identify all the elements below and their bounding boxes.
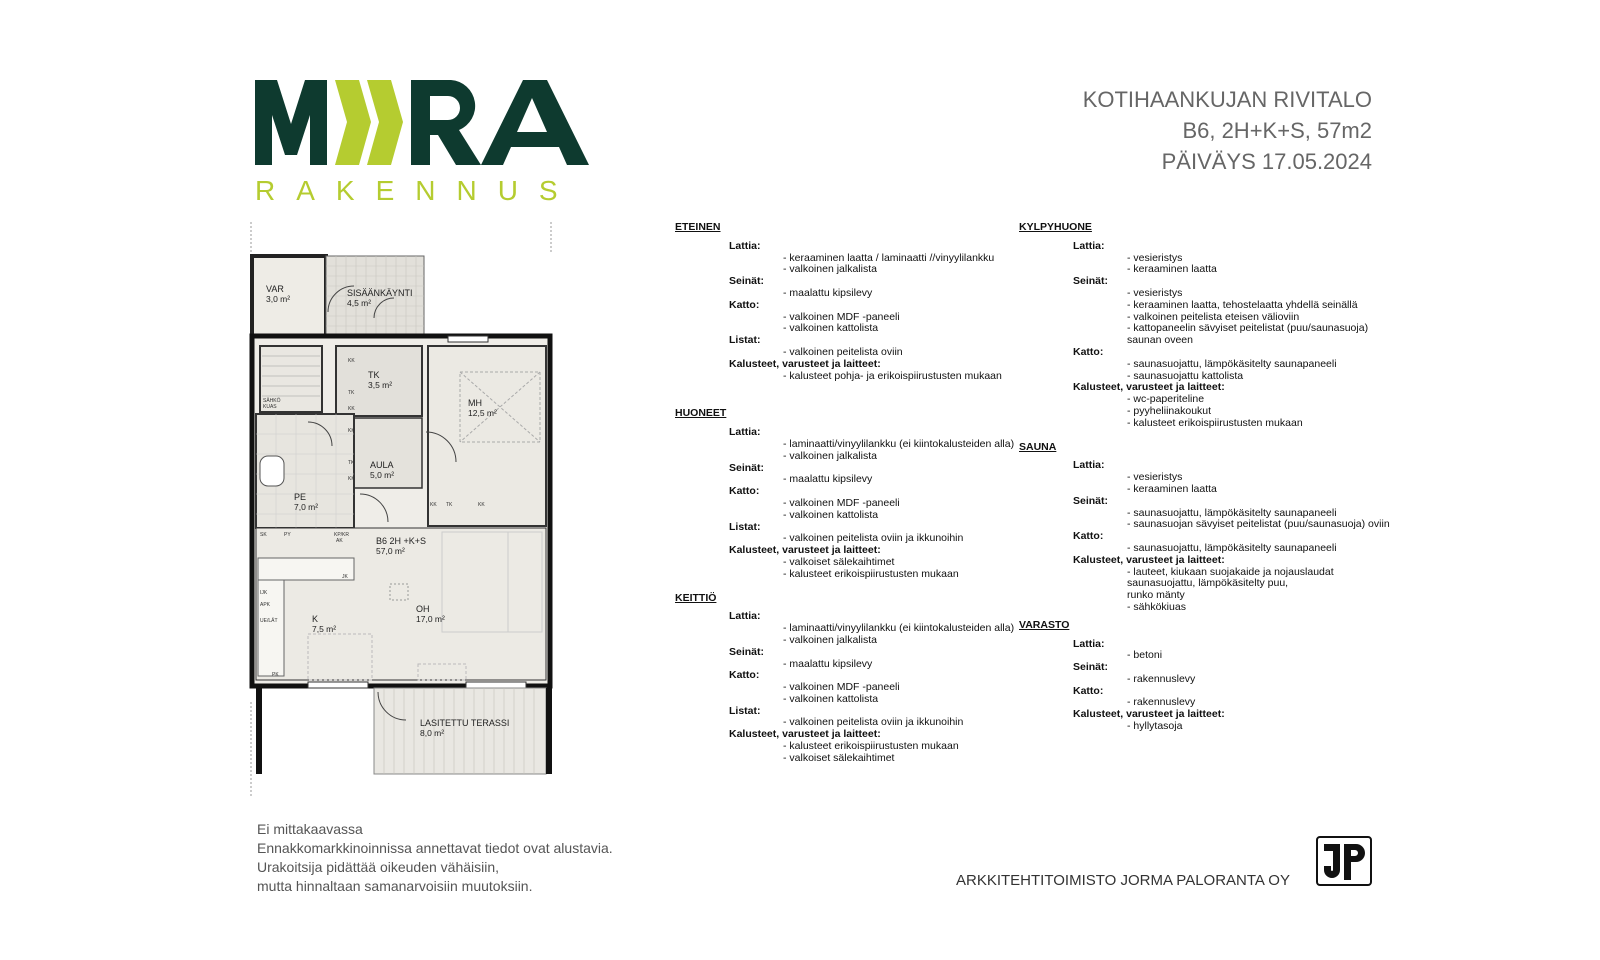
spec-field-item: - saunasuojattu, lämpökäsitelty saunapaneeli [1127,506,1337,519]
marker-tk: TK [446,502,453,508]
marker-kk: KK [348,406,355,412]
spec-field-item: - keraaminen laatta [1127,263,1217,276]
room-entry-area: 4,5 m² [347,298,372,308]
room-oh-name: OH [416,604,430,614]
spec-field-item: - betoni [1127,649,1163,662]
spec-field-item: - valkoinen kattolista [783,508,879,521]
marker-py: PY [284,532,291,538]
mira-logo-word [255,80,589,165]
room-tk-area: 3,5 m² [368,380,393,390]
spec-field-label-lattia: Lattia: [729,610,761,623]
spec-field-item: - rakennuslevy [1127,696,1196,709]
spec-field-item: - valkoinen peitelista oviin [783,345,903,358]
spec-field-label-lattia: Lattia: [1073,459,1105,472]
marker-kk: KK [430,502,437,508]
spec-field-label-seinat: Seinät: [729,461,765,474]
spec-field-item: - keraaminen laatta, tehostelaatta yhdellä seinällä [1127,298,1358,311]
spec-field-item: - kalusteet erikoispiirustusten mukaan [783,567,959,580]
specs-column-left [675,222,1015,765]
spec-field-item: - valkoinen peitelista oviin ja ikkunoihin [783,716,964,729]
spec-field-label-seinat: Seinät: [1073,275,1109,288]
spec-field-item: - laminaatti/vinyylilankku (ei kiintokalusteiden alla) [783,437,1015,450]
marker-tk: TK [348,460,355,466]
spec-field-label-listat: Listat: [729,334,761,347]
spec-section-title: VARASTO [1019,618,1070,631]
project-header [1083,84,1372,177]
mira-rakennus-logo [255,80,605,210]
spec-field-label-kalusteet: Kalusteet, varusteet ja laitteet: [1073,553,1225,566]
marker-ijk: IJK [260,590,268,596]
spec-field-item: - maalattu kipsilevy [783,657,873,670]
spec-field-item: - saunasuojattu, lämpökäsitelty saunapaneeli [1127,541,1337,554]
spec-field-item: - saunasuojan sävyiset peitelistat (puu/saunasuoja) oviin [1127,518,1390,531]
spec-field-item: - maalattu kipsilevy [783,286,873,299]
spec-section-keittio [675,593,1015,765]
spec-section-kylpyhuone [1019,222,1419,430]
spec-field-label-katto: Katto: [1073,345,1104,358]
spec-field-item: - valkoinen jalkalista [783,633,877,646]
architect-name: ARKKITEHTITOIMISTO JORMA PALORANTA OY [956,872,1290,889]
marker-kpkr: KP/KR [334,532,350,538]
room-aula-area: 5,0 m² [370,470,395,480]
room-pe-area: 7,0 m² [294,502,319,512]
spec-field-label-katto: Katto: [729,669,760,682]
specs-column-right [1019,222,1419,733]
disclaimer-line: Ennakkomarkkinoinnissa annettavat tiedot ovat alustavia. [257,840,613,856]
marker-kk: KK [478,502,485,508]
spec-field-item: - valkoinen kattolista [783,692,879,705]
spec-section-eteinen [675,222,1015,382]
spec-section-title: KEITTIÖ [675,591,717,604]
room-oh-area: 17,0 m² [416,614,445,624]
architect-logo [1316,836,1372,886]
spec-field-item: - valkoiset sälekaihtimet [783,555,895,568]
spec-field-item: - rakennuslevy [1127,672,1196,685]
spec-section-title: ETEINEN [675,221,721,233]
spec-field-label-lattia: Lattia: [729,426,761,439]
spec-field-item: - wc-paperiteline [1127,393,1205,406]
disclaimer-line: mutta hinnaltaan samanarvoisiin muutoksiin. [257,878,533,894]
marker-pk: PK [272,672,279,678]
spec-field-label-lattia: Lattia: [729,239,761,252]
spec-field-label-katto: Katto: [1073,684,1104,697]
spec-field-item: - vesieristys [1127,286,1183,299]
room-mh-area: 12,5 m² [468,408,497,418]
room-entry-name: SISÄÄNKÄYNTI [347,288,413,298]
room-tk-name: TK [368,370,380,380]
spec-field-item: saunasuojattu, lämpökäsitelty puu, [1127,577,1289,590]
spec-field-item: - valkoinen jalkalista [783,263,877,276]
room-aula-name: AULA [370,460,394,470]
spec-field-item: - keraaminen laatta / laminaatti //vinyylilankku [783,251,995,264]
spec-field-label-lattia: Lattia: [1073,239,1105,252]
apartment-area: 57,0 m² [376,546,405,556]
room-k-area: 7,5 m² [312,624,337,634]
spec-field-item: - valkoinen MDF -paneeli [783,681,900,694]
spec-field-label-kalusteet: Kalusteet, varusteet ja laitteet: [729,544,881,557]
spec-field-item: - valkoinen kattolista [783,322,879,335]
spec-field-label-seinat: Seinät: [729,275,765,288]
spec-section-varasto [1019,620,1419,733]
spec-field-item: - valkoinen MDF -paneeli [783,310,900,323]
spec-field-item: - saunasuojattu kattolista [1127,369,1244,382]
spec-field-item: - laminaatti/vinyylilankku (ei kiintokalusteiden alla) [783,622,1015,635]
spec-field-item: - hyllytasoja [1127,720,1183,733]
spec-field-item: - valkoinen jalkalista [783,449,877,462]
spec-field-item: - valkoiset sälekaihtimet [783,751,895,764]
spec-section-title: HUONEET [675,407,727,420]
spec-field-label-listat: Listat: [729,520,761,533]
spec-field-item: - kattopaneelin sävyiset peitelistat (puu/saunasuoja) [1127,322,1369,335]
spec-field-item: saunan oveen [1127,334,1193,347]
spec-field-label-kalusteet: Kalusteet, varusteet ja laitteet: [729,728,881,741]
spec-field-item: - valkoinen peitelista oviin ja ikkunoihin [783,532,964,545]
spec-field-item: runko mänty [1127,589,1185,602]
room-terrace-area: 8,0 m² [420,728,445,738]
marker-kk: KK [348,358,355,364]
spec-field-item: - vesieristys [1127,251,1183,264]
spec-field-item: - keraaminen laatta [1127,482,1217,495]
disclaimer-line: Urakoitsija pidättää oikeuden vähäisiin, [257,859,500,875]
spec-field-label-seinat: Seinät: [1073,661,1109,674]
spec-field-item: - valkoinen MDF -paneeli [783,496,900,509]
room-mh-name: MH [468,398,482,408]
marker-uelat: UE/LÄT [260,618,278,624]
spec-field-label-katto: Katto: [729,298,760,311]
spec-field-label-lattia: Lattia: [1073,637,1105,650]
spec-field-item: - pyyheliinakoukut [1127,404,1212,417]
spec-field-label-listat: Listat: [729,704,761,717]
room-terrace-name: LASITETTU TERASSI [420,718,510,728]
date-label: PÄIVÄYS 17.05.2024 [1161,149,1372,174]
marker-jk: JK [342,574,348,580]
spec-field-label-kalusteet: Kalusteet, varusteet ja laitteet: [729,357,881,370]
apartment-type: B6, 2H+K+S, 57m2 [1182,118,1372,143]
spec-field-item: - maalattu kipsilevy [783,473,873,486]
spec-field-label-kalusteet: Kalusteet, varusteet ja laitteet: [1073,708,1225,721]
marker-kk: KK [348,476,355,482]
marker-kuas: KUAS [263,404,277,410]
room-var-area: 3,0 m² [266,294,291,304]
spec-field-label-kalusteet: Kalusteet, varusteet ja laitteet: [1073,381,1225,394]
spec-field-item: - kalusteet erikoispiirustusten mukaan [1127,416,1303,429]
project-title: KOTIHAANKUJAN RIVITALO [1082,87,1372,112]
room-var-name: VAR [266,284,284,294]
marker-sahko: SÄHKÖ [263,398,281,404]
marker-kk: KK [348,428,355,434]
spec-field-label-katto: Katto: [1073,530,1104,543]
room-k-name: K [312,614,319,624]
spec-field-item: - vesieristys [1127,471,1183,484]
spec-section-huoneet [675,408,1015,580]
spec-field-label-katto: Katto: [729,485,760,498]
marker-tk: TK [348,390,355,396]
marker-ak: AK [336,538,343,544]
spec-field-label-seinat: Seinät: [729,645,765,658]
rakennus-wordmark: RAKENNUS [255,175,579,206]
spec-section-sauna [1019,442,1419,614]
spec-field-item: - saunasuojattu, lämpökäsitelty saunapaneeli [1127,357,1337,370]
room-pe-name: PE [294,492,307,502]
apartment-name: B6 2H +K+S [376,536,427,546]
disclaimer-line: Ei mittakaavassa [257,821,363,837]
spec-field-item: - kalusteet pohja- ja erikoispiirustusten mukaan [783,369,1002,382]
floor-plan [248,222,568,802]
marker-sk: SK [260,532,267,538]
spec-section-title: KYLPYHUONE [1019,221,1092,233]
disclaimer [257,820,613,896]
marker-apk: APK [260,602,271,608]
spec-field-item: - kalusteet erikoispiirustusten mukaan [783,740,959,753]
spec-section-title: SAUNA [1019,440,1057,453]
spec-field-item: - sähkökiuas [1127,600,1186,613]
spec-field-item: - lauteet, kiukaan suojakaide ja nojauslaudat [1127,565,1334,578]
spec-field-label-seinat: Seinät: [1073,494,1109,507]
spec-field-item: - valkoinen peitelista eteisen välioviin [1127,310,1300,323]
